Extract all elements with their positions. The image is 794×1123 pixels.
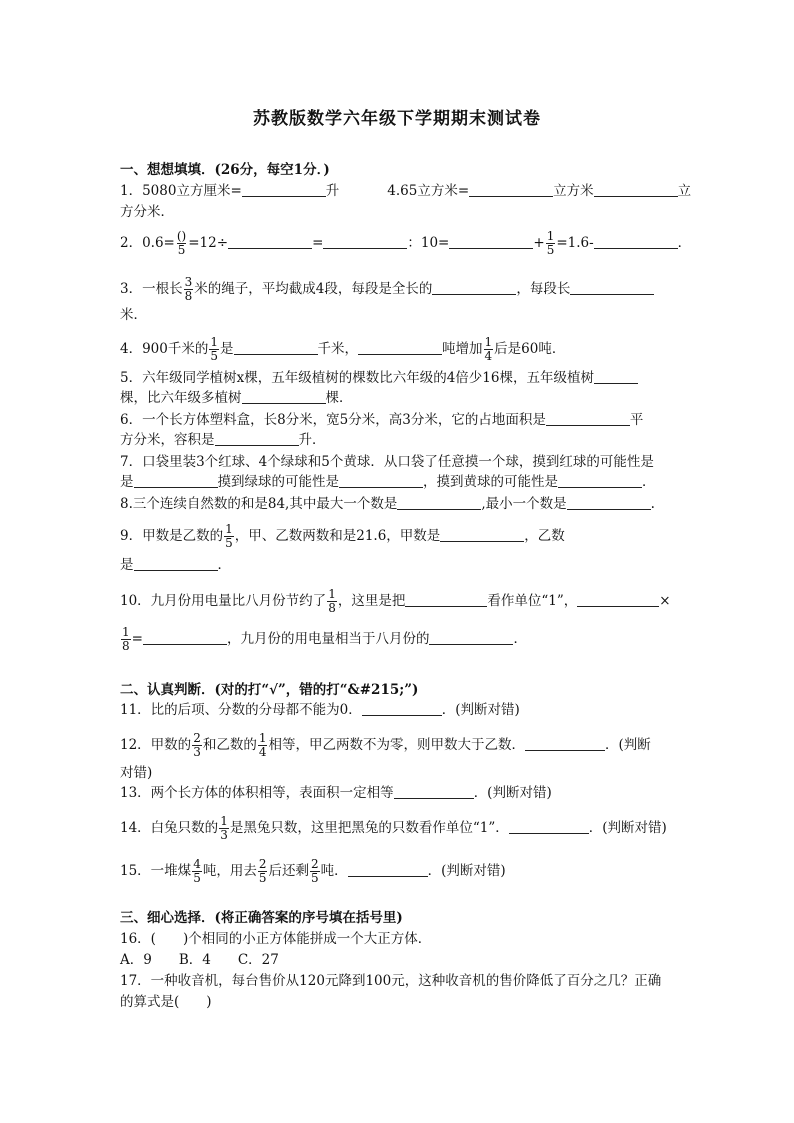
question-5-continued: 棵，比六年级多植树 棵． (120, 390, 353, 406)
answer-blank[interactable] (358, 340, 442, 355)
answer-blank[interactable] (558, 473, 642, 488)
answer-blank[interactable] (405, 592, 487, 607)
fraction: $\frac{()}{5}$ (176, 229, 187, 257)
section2-heading: 二、认真判断．(对的打“√”，错的打“&#215;”) (120, 682, 419, 698)
answer-blank[interactable] (509, 819, 589, 834)
question-9-continued: 是 ． (120, 557, 231, 573)
question-10: 10．九月份用电量比八月份节约了 $\frac{1}{8}$ ，这里是把 看作单位“1”， × (120, 587, 671, 615)
answer-blank[interactable] (432, 280, 516, 295)
answer-blank[interactable] (134, 473, 218, 488)
answer-blank[interactable] (397, 495, 481, 510)
question-12: 12．甲数的 $\frac{2}{3}$ 和乙数的 $\frac{1}{4}$ 相等，甲乙两数不为零，则甲数大于乙数． ．(判断 (120, 731, 651, 759)
fraction: $\frac{2}{5}$ (258, 857, 267, 885)
answer-blank[interactable] (362, 701, 442, 716)
question-17: 17．一种收音机，每台售价从120元降到100元，这种收音机的售价降低了百分之几？正确 (120, 973, 662, 989)
answer-blank[interactable] (339, 473, 423, 488)
answer-blank[interactable] (449, 234, 533, 249)
question-16-options: A．9 B．4 C．27 (120, 952, 279, 968)
answer-blank[interactable] (570, 280, 654, 295)
section3-heading: 三、细心选择．(将正确答案的序号填在括号里) (120, 910, 403, 926)
answer-blank[interactable] (242, 389, 326, 404)
question-10-continued: $\frac{1}{8}$ = ，九月份的用电量相当于八月份的 ． (122, 625, 527, 653)
answer-blank[interactable] (215, 431, 299, 446)
answer-blank[interactable] (234, 340, 318, 355)
question-7: 7．口袋里装3个红球、4个绿球和5个黄球．从口袋了任意摸一个球，摸到红球的可能性是 (120, 454, 654, 470)
question-4: 4．900千米的 $\frac{1}{5}$ 是 千米， 吨增加 $\frac{1}{4}$ 后是60吨． (120, 335, 566, 363)
question-9: 9．甲数是乙数的 $\frac{1}{5}$ ，甲、乙数两数和是21.6，甲数是 ，乙数 (120, 522, 565, 550)
answer-blank[interactable] (429, 630, 513, 645)
answer-blank[interactable] (134, 556, 218, 571)
answer-blank[interactable] (348, 862, 428, 877)
fraction: $\frac{4}{5}$ (193, 857, 201, 885)
question-7-continued: 是 摸到绿球的可能性是 ，摸到黄球的可能性是 ． (120, 474, 656, 490)
question-5: 5．六年级同学植树x棵，五年级植树的棵数比六年级的4倍少16棵，五年级植树 (120, 368, 672, 388)
answer-blank[interactable] (440, 527, 524, 542)
question-8: 8.三个连续自然数的和是84,其中最大一个数是 ,最小一个数是 . (120, 496, 655, 512)
fraction: $\frac{2}{5}$ (310, 857, 319, 885)
fraction: $\frac{3}{8}$ (184, 275, 193, 303)
fraction: $\frac{1}{8}$ (122, 625, 130, 653)
answer-blank[interactable] (594, 234, 678, 249)
question-3: 3．一根长 $\frac{3}{8}$ 米的绳子，平均截成4段，每段是全长的 ，每段长 (120, 276, 672, 303)
page-title: 苏教版数学六年级下学期期末测试卷 (253, 109, 541, 129)
question-14: 14．白兔只数的 $\frac{1}{3}$ 是黑兔只数，这里把黑兔的只数看作单位“1”． ．(判断对错) (120, 814, 667, 842)
answer-blank[interactable] (546, 411, 630, 426)
question-6: 6．一个长方体塑料盒，长8分米，宽5分米，高3分米，它的占地面积是 平 (120, 412, 644, 428)
fraction: $\frac{1}{4}$ (484, 335, 493, 363)
question-13: 13．两个长方体的体积相等，表面积一定相等 ．(判断对错) (120, 785, 552, 801)
fraction: $\frac{1}{5}$ (225, 522, 233, 550)
answer-blank[interactable] (469, 182, 553, 197)
fraction: $\frac{1}{4}$ (258, 731, 267, 759)
answer-blank[interactable] (577, 592, 659, 607)
question-17-continued: 的算式是( ) (120, 994, 212, 1010)
fraction: $\frac{1}{8}$ (328, 587, 336, 615)
question-6-continued: 方分米，容积是 升． (120, 432, 326, 448)
section1-heading: 一、想想填填．(26分，每空1分．) (120, 162, 330, 178)
question-1-continued: 方分米． (120, 204, 174, 220)
answer-blank[interactable] (525, 736, 605, 751)
question-11: 11．比的后项、分数的分母都不能为0． ．(判断对错) (120, 702, 520, 718)
fraction: $\frac{1}{5}$ (546, 229, 555, 257)
answer-blank[interactable] (228, 234, 312, 249)
answer-blank[interactable] (594, 182, 678, 197)
answer-blank[interactable] (242, 182, 326, 197)
fraction: $\frac{1}{5}$ (210, 335, 218, 363)
answer-blank[interactable] (594, 369, 638, 384)
answer-blank[interactable] (323, 234, 407, 249)
question-15: 15．一堆煤 $\frac{4}{5}$ 吨，用去 $\frac{2}{5}$ 后还剩 $\frac{2}{5}$ 吨． ．(判断对错) (120, 857, 506, 885)
question-1: 1．5080立方厘米= 升 4.65立方米= 立方米 立 (120, 183, 692, 199)
answer-blank[interactable] (567, 495, 651, 510)
question-3-continued: 米． (120, 307, 147, 323)
question-2: 2．0.6= $\frac{()}{5}$ =12÷ = ：10= + $\frac{1}{5}$ =1.6- ． (120, 229, 692, 257)
fraction: $\frac{2}{3}$ (193, 731, 201, 759)
fraction: $\frac{1}{3}$ (220, 814, 228, 842)
question-16: 16．( )个相同的小正方体能拼成一个大正方体． (120, 931, 432, 947)
question-12-continued: 对错) (120, 765, 153, 781)
answer-blank[interactable] (394, 784, 474, 799)
answer-blank[interactable] (143, 630, 227, 645)
